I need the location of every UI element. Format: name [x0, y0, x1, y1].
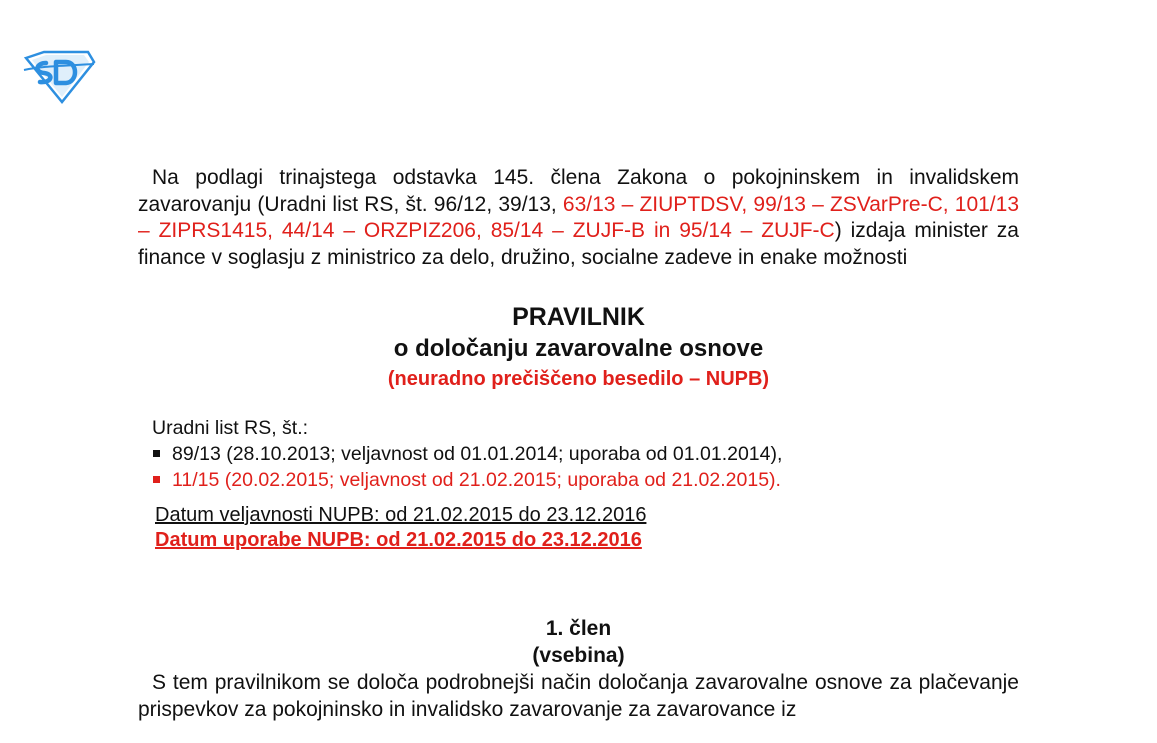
document-title: PRAVILNIK	[512, 303, 645, 331]
article-heading	[138, 615, 1019, 669]
intro-paragraph	[138, 165, 1019, 271]
intro-amendments: 63/13 – ZIUPTDSV, 99/13 – ZSVarPre-C, 101/13 – ZIPRS1415, 44/14 – ORZPIZ206, 85/14 – ZUJF-B in 95/14 – ZUJF-C	[138, 192, 1019, 242]
logo	[22, 50, 96, 104]
intro-text-end: ) izdaja minister za finance v soglasju z ministrico za delo, družino, socialne zadeve in enake možnosti	[138, 219, 1019, 269]
article-subject: (vsebina)	[532, 644, 625, 667]
gazette-label: Uradni list RS, št.:	[152, 417, 309, 439]
gazette-item: 89/13 (28.10.2013; veljavnost od 01.01.2014; uporaba od 01.01.2014),	[152, 441, 1019, 467]
bullet-icon	[153, 450, 160, 457]
sd-logo-icon	[22, 50, 96, 104]
application-date: Datum uporabe NUPB: od 21.02.2015 do 23.12.2016	[155, 529, 642, 551]
article-text: S tem pravilnikom se določa podrobnejši način določanja zavarovalne osnove za plačevanje prispevkov za pokojninsko in invalidsko zavarovanje za zavarovance iz	[138, 671, 1019, 721]
intro-text: Na podlagi trinajstega odstavka 145. člena Zakona o pokojninskem in invalidskem zavarovanju (Uradni list RS, št. 96/12, 39/13,	[138, 166, 1019, 216]
gazette-list	[152, 415, 1019, 493]
article-number: 1. člen	[545, 617, 612, 640]
document-subtitle: o določanju zavarovalne osnove	[393, 335, 764, 362]
bullet-icon	[153, 476, 160, 483]
document-note: (neuradno prečiščeno besedilo – NUPB)	[387, 368, 770, 390]
document-page	[138, 165, 1019, 723]
validity-dates	[155, 503, 1019, 553]
validity-date: Datum veljavnosti NUPB: od 21.02.2015 do 23.12.2016	[155, 504, 647, 526]
gazette-item: 11/15 (20.02.2015; veljavnost od 21.02.2015; uporaba od 21.02.2015).	[152, 467, 1019, 493]
